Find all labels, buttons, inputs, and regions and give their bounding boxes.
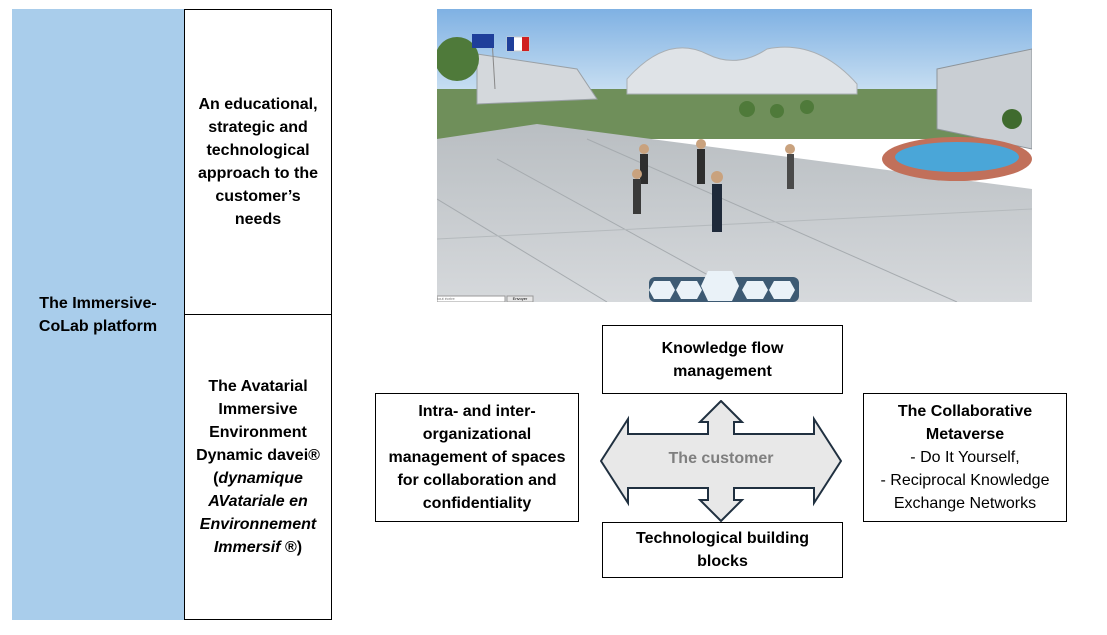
davei-title: The Avatarial Immersive Environment Dynamic davei® bbox=[196, 378, 320, 464]
metaverse-title: The Collaborative Metaverse bbox=[897, 403, 1033, 443]
microphone-icon[interactable] bbox=[701, 271, 739, 301]
metaverse-line-diy: - Do It Yourself, bbox=[910, 449, 1020, 466]
approach-box bbox=[184, 9, 332, 315]
walk-icon[interactable] bbox=[769, 281, 795, 299]
metaverse-scene-screenshot bbox=[437, 9, 1032, 302]
davei-text bbox=[192, 375, 324, 559]
send-button[interactable]: Envoyer bbox=[512, 296, 528, 301]
chat-input[interactable]: tout écrire bbox=[437, 296, 455, 301]
chat-icon[interactable] bbox=[649, 281, 675, 299]
knowledge-flow-box bbox=[602, 325, 843, 394]
hand-icon[interactable] bbox=[676, 281, 702, 299]
eye-icon[interactable] bbox=[742, 281, 768, 299]
scene-illustration bbox=[437, 9, 1032, 302]
platform-label: The Immersive-CoLab platform bbox=[38, 294, 158, 335]
davei-paren-close: ®) bbox=[280, 539, 303, 556]
knowledge-flow-text: Knowledge flow management bbox=[661, 339, 784, 380]
building-blocks-text: Technological building blocks bbox=[635, 530, 810, 570]
spaces-management-box bbox=[375, 393, 579, 522]
platform-label-panel bbox=[12, 9, 184, 620]
collaborative-metaverse-box bbox=[863, 393, 1067, 522]
davei-paren-open: ( bbox=[213, 470, 219, 487]
metaverse-line-networks: - Reciprocal Knowledge Exchange Networks bbox=[880, 472, 1050, 512]
building-blocks-box bbox=[602, 522, 843, 578]
davei-french-name: dynamique AVatariale en Environnement Immersif bbox=[199, 470, 317, 556]
approach-text: An educational, strategic and technological approach to the customer’s needs bbox=[197, 96, 318, 228]
spaces-management-text: Intra- and inter-organizational management of spaces for collaboration and confidentiality bbox=[388, 403, 566, 512]
customer-label: The customer bbox=[668, 450, 774, 467]
davei-box bbox=[184, 314, 332, 620]
